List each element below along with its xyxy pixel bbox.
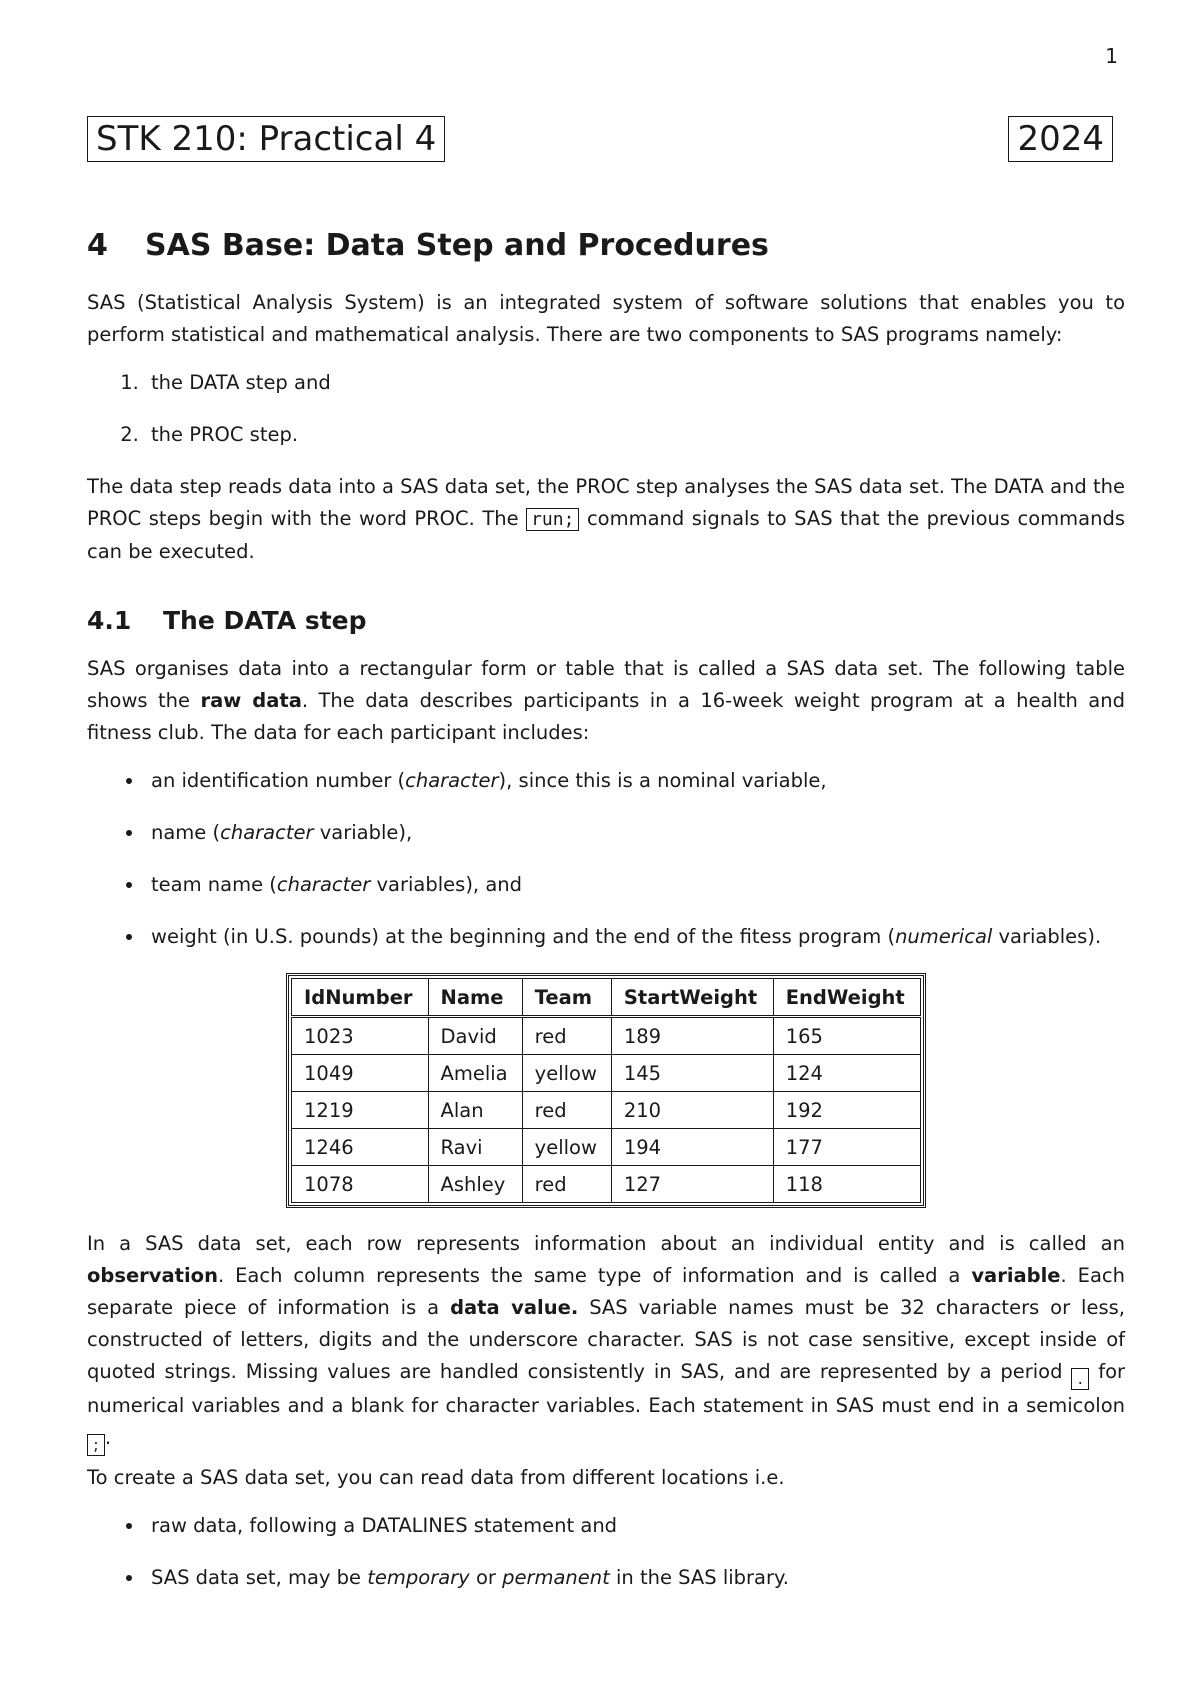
subsection-number: 4.1: [87, 606, 132, 635]
text-run: or: [475, 1566, 496, 1589]
table-cell: 1246: [292, 1129, 429, 1166]
table-cell: 165: [773, 1017, 920, 1055]
emphasis: character: [405, 769, 499, 792]
create-intro-paragraph: To create a SAS data set, you can read data from different locations i.e.: [87, 1466, 785, 1489]
data-step-paragraph: [87, 653, 1125, 749]
semicolon-symbol-box: ;: [87, 1434, 105, 1456]
subsection-title: The DATA step: [163, 606, 367, 635]
table-row: [292, 1129, 921, 1166]
section-heading: [87, 228, 1125, 263]
text-run: team name (: [151, 873, 277, 896]
text-run: an identification number (: [151, 769, 406, 792]
table-cell: Ravi: [428, 1129, 522, 1166]
text-run: . Each column represents the same type of information and is called a: [217, 1264, 961, 1287]
text-run: variables), and: [370, 873, 523, 896]
column-header: IdNumber: [292, 979, 429, 1017]
table-cell: 189: [611, 1017, 773, 1055]
text-run: SAS variable names must be 32 characters or less, constructed of letters, digits and the underscore character. SAS is not case sensitive, except inside of quoted strings. Missing values are handled consistently in SAS, and are represented by a period: [87, 1296, 1125, 1383]
table-row: [292, 1166, 921, 1203]
data-value-term: data value.: [450, 1296, 579, 1319]
observation-paragraph: [87, 1228, 1125, 1456]
table-cell: Ashley: [428, 1166, 522, 1203]
emphasis: permanent: [502, 1566, 610, 1589]
section-title: SAS Base: Data Step and Procedures: [145, 228, 769, 263]
weight-data-table-frame: [286, 973, 926, 1208]
list-item: [145, 765, 1125, 797]
list-item: 1. the DATA step and: [145, 367, 1125, 399]
table-cell: 118: [773, 1166, 920, 1203]
table-cell: yellow: [522, 1129, 611, 1166]
intro-paragraph: SAS (Statistical Analysis System) is an integrated system of software solutions that enables you to perform statistical and mathematical analysis. There are two components to SAS programs namely:: [87, 291, 1125, 346]
components-list: [87, 367, 1125, 451]
list-item: [145, 1562, 1125, 1594]
column-header: EndWeight: [773, 979, 920, 1017]
variable-term: variable: [971, 1264, 1061, 1287]
document-header: [87, 116, 1113, 162]
text-run: SAS organises data into a rectangular form or table that is called a SAS data set. The following table shows the: [87, 657, 1125, 712]
table-row: [292, 1055, 921, 1092]
document-body: [87, 228, 1125, 1614]
table-cell: red: [522, 1166, 611, 1203]
text-run: ), since this is a nominal variable,: [498, 769, 827, 792]
period-symbol-box: .: [1071, 1368, 1089, 1390]
steps-paragraph: [87, 471, 1125, 568]
text-run: variables).: [992, 925, 1102, 948]
practical-title: STK 210: Practical 4: [87, 116, 445, 162]
table-cell: red: [522, 1017, 611, 1055]
column-header: Name: [428, 979, 522, 1017]
text-run: in the SAS library.: [616, 1566, 789, 1589]
observation-term: observation: [87, 1264, 218, 1287]
text-run: . Each separate piece of information is a: [87, 1264, 1126, 1319]
emphasis: character: [220, 821, 314, 844]
table-cell: 145: [611, 1055, 773, 1092]
table-cell: 127: [611, 1166, 773, 1203]
emphasis: character: [276, 873, 371, 896]
year-label: 2024: [1008, 116, 1113, 162]
table-cell: Amelia: [428, 1055, 522, 1092]
subsection-heading: [87, 606, 1125, 635]
list-item: [145, 921, 1125, 953]
text-run: for numerical variables and a blank for character variables. Each statement in SAS must end in a semicolon: [87, 1360, 1126, 1417]
text-run: In a SAS data set, each row represents information about an individual entity and is called an: [87, 1232, 1125, 1255]
table-cell: red: [522, 1092, 611, 1129]
table-cell: 1219: [292, 1092, 429, 1129]
column-header: StartWeight: [611, 979, 773, 1017]
table-header-row: [292, 979, 921, 1017]
weight-data-table: [291, 978, 921, 1203]
list-item: 2. the PROC step.: [145, 419, 1125, 451]
table-cell: 1078: [292, 1166, 429, 1203]
table-cell: 192: [773, 1092, 920, 1129]
list-item: [145, 817, 1125, 849]
page-number: 1: [1105, 44, 1118, 68]
list-item: [145, 869, 1125, 901]
table-cell: 1023: [292, 1017, 429, 1055]
text-run: The data step reads data into a SAS data set, the PROC step analyses the SAS data set. The DATA and the PROC steps begin with the word PROC. The: [87, 475, 1125, 530]
emphasis: temporary: [367, 1566, 470, 1589]
emphasis: numerical: [895, 925, 993, 948]
list-item: • raw data, following a DATALINES statement and: [145, 1510, 1125, 1542]
data-sources-list: [87, 1510, 1125, 1594]
table-cell: 210: [611, 1092, 773, 1129]
text-run: weight (in U.S. pounds) at the beginning and the end of the fitess program (: [151, 925, 896, 948]
table-row: [292, 1017, 921, 1055]
table-cell: David: [428, 1017, 522, 1055]
table-cell: yellow: [522, 1055, 611, 1092]
raw-data-term: raw data: [200, 689, 302, 712]
table-row: [292, 1092, 921, 1129]
text-run: . The data describes participants in a 16-week weight program at a health and fitness club. The data for each participant includes:: [87, 689, 1125, 744]
participant-fields-list: [87, 765, 1125, 953]
table-cell: 1049: [292, 1055, 429, 1092]
text-run: name (: [151, 821, 221, 844]
section-number: 4: [87, 228, 108, 263]
text-run: SAS data set, may be: [151, 1566, 362, 1589]
text-run: command signals to SAS that the previous commands can be executed.: [87, 507, 1126, 563]
table-cell: 194: [611, 1129, 773, 1166]
table-cell: Alan: [428, 1092, 522, 1129]
run-command-code: run;: [526, 508, 579, 531]
table-cell: 177: [773, 1129, 920, 1166]
column-header: Team: [522, 979, 611, 1017]
text-run: .: [105, 1426, 112, 1449]
text-run: variable),: [313, 821, 413, 844]
table-cell: 124: [773, 1055, 920, 1092]
